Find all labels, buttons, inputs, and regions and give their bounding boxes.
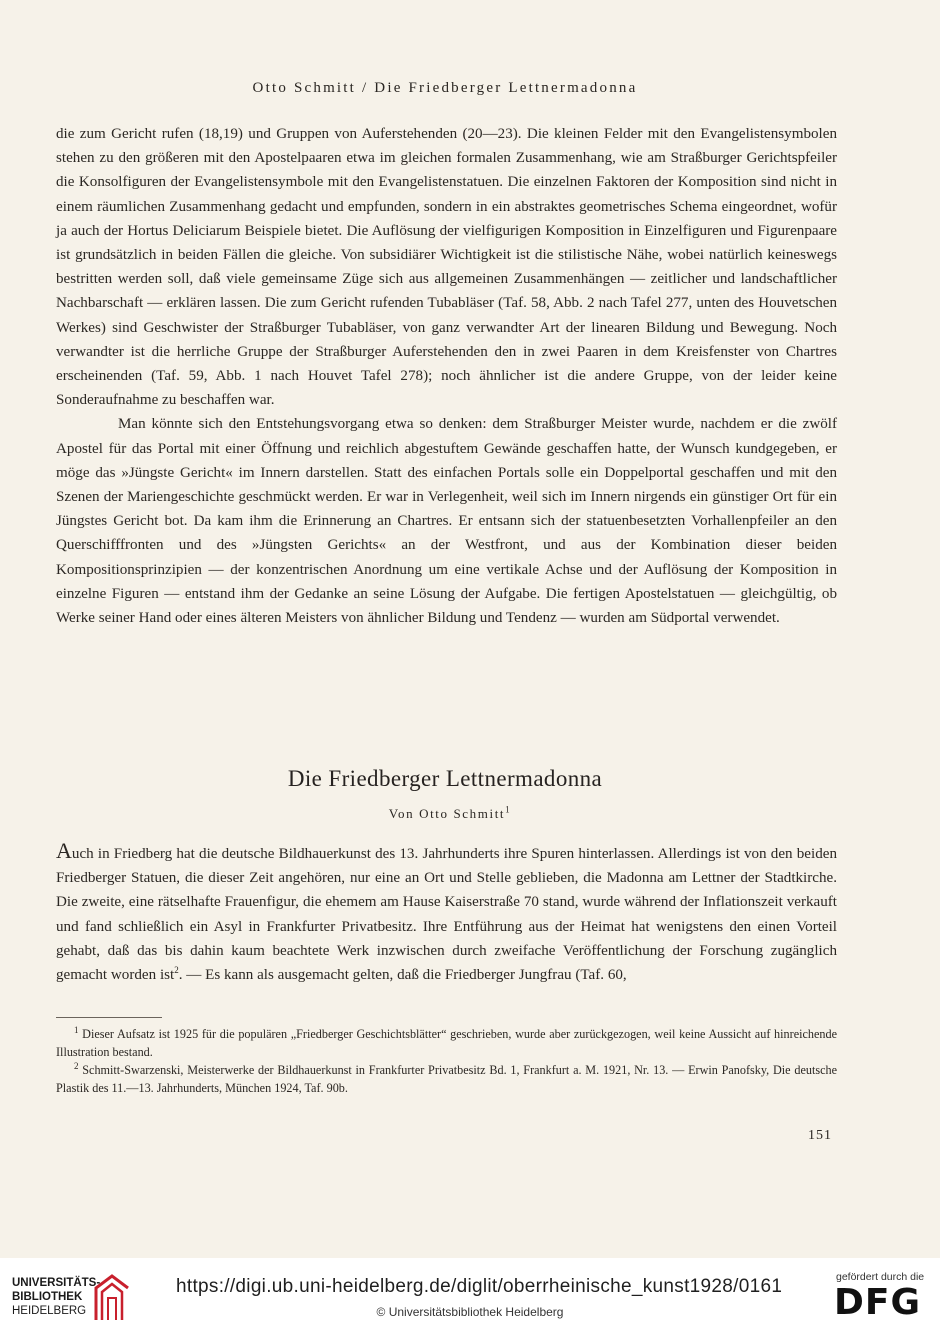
body-paragraph-1: die zum Gericht rufen (18,19) und Gruppen von Auferstehenden (20—23). Die kleinen Felder mit den Evangelistensymbolen stehen zu den größeren mit den Apostelpaaren etwa im gleichen formalen Zusammenhang, wie am Straßburger Gerichtspfeiler die Konsolfiguren der Evangelistensymbole mit den Evangelistenstatuen. Die einzelnen Faktoren der Komposition sind nicht in einem räumlichen Zusammenhang gedacht und empfunden, sondern in ein abstraktes geometrisches Schema eingeordnet, wofür ja auch der Hortus Deliciarum Beispiele bietet. Die Auflösung der vielfigurigen Komposition in Einzelfiguren und Figurenpaare ist grundsätzlich in beiden Fällen die gleiche. Von subsidiärer Wichtigkeit ist die stilistische Nähe, wobei natürlich keineswegs bestritten werden soll, daß viele gemeinsame Züge sich aus allgemeinen Zusammenhängen — zeitlicher und landschaftlicher Nachbarschaft — erklären lassen. Die zum Gericht rufenden Tubabläser (Taf. 58, Abb. 2 nach Tafel 277, unten des Houvetschen Werkes) sind Geschwister der Straßburger Tubabläser, von ganz verwandter Art der linearen Bildung und Bewegung. Noch verwandter ist die herrliche Gruppe der Straßburger Auferstehenden den in zwei Paaren in dem Kreisfenster von Chartres erscheinenden (Taf. 59, Abb. 1 nach Houvet Tafel 278); noch ähnlicher ist die andere Gruppe, von der leider keine Sonderaufnahme zu beschaffen war. xyxy=(56,126,837,409)
funded-by-label: gefördert durch die xyxy=(836,1271,925,1283)
footnote-ref-2: 2 xyxy=(174,964,179,975)
library-name-line-1: UNIVERSITÄTS- xyxy=(12,1277,101,1289)
footnote-2-text: Schmitt-Swarzenski, Meisterwerke der Bildhauerkunst in Frankfurter Privatbesitz Bd. 1, Frankfurt a. M. 1921, Nr. 13. — Erwin Panofsky, Die deutsche Plastik des 11.—13. Jahrhunderts, München 1924, Taf. 90b. xyxy=(56,1063,837,1095)
byline-footnote-mark: 1 xyxy=(505,804,512,815)
library-name-line-2: BIBLIOTHEK xyxy=(12,1291,83,1303)
article-title: Die Friedberger Lettnermadonna xyxy=(287,766,603,791)
footnote-1 xyxy=(56,1025,837,1061)
byline xyxy=(0,806,900,822)
permalink-url[interactable]: https://digi.ub.uni-heidelberg.de/diglit/oberrheinische_kunst1928/0161 xyxy=(176,1276,783,1297)
page-number: 151 xyxy=(808,1128,832,1143)
copyright-notice: © Universitätsbibliothek Heidelberg xyxy=(376,1305,564,1319)
article-paragraph-1-start: uch in Friedberg hat die deutsche Bildhauerkunst des 13. Jahrhunderts ihre Spuren hinterlassen. Allerdings ist von den beiden Friedberger Statuen, die dieser Zeit angehören, nur eine an Ort und Stelle geblieben, die Madonna am Lettner der Stadtkirche. Die zweite, eine rätselhafte Frauenfigur, die ehemem am Hause Kaiserstraße 70 stand, wurde während der Inflationszeit verkauft und fand schließlich ein Asyl in Frankfurter Privatbesitz. Ihre Entführung aus der Heimat hat wenigstens den einen Vorteil gehabt, daß das bis dahin kaum beachtete Werk inzwischen durch zweifache Veröffentlichung der Forschung zugänglich gemacht worden ist xyxy=(56,846,837,984)
footnote-2-mark: 2 xyxy=(74,1060,79,1071)
footnote-1-mark: 1 xyxy=(74,1024,79,1035)
library-name-line-3: HEIDELBERG xyxy=(12,1305,87,1317)
footnotes xyxy=(56,1025,837,1097)
footnote-divider xyxy=(56,1017,162,1018)
viewer-footer xyxy=(0,1258,940,1330)
running-head: Otto Schmitt / Die Friedberger Lettnermadonna xyxy=(252,80,638,96)
footnote-2 xyxy=(56,1061,837,1097)
article-paragraph-1 xyxy=(56,838,837,987)
body-text xyxy=(56,122,837,630)
body-paragraph-2: Man könnte sich den Entstehungsvorgang etwa so denken: dem Straßburger Meister wurde, nachdem er die zwölf Apostel für das Portal mit einer Öffnung und reichlich abgestuftem Gewände geschaffen hatte, der Wunsch kundgegeben, er möge das »Jüngste Gericht« im Innern darstellen. Statt des einfachen Portals solle ein Doppelportal geschaffen und mit den Szenen der Mariengeschichte geschmückt werden. Er war in Verlegenheit, weil sich im Innern nirgends ein günstiger Ort für ein Jüngstes Gericht bot. Da kam ihm die Erinnerung an Chartres. Er entsann sich der statuenbesetzten Vorhallenpfeiler an den Querschifffronten und des »Jüngsten Gerichts« an der Westfront, und aus der Kombination dieser beiden Kompositionsprinzipien — der konzentrischen Anordnung um eine vertikale Achse und der Auflösung der Komposition in einzelne Figuren — entstand ihm der Gedanke an seine Lösung der Aufgabe. Die fertigen Apostelstatuen — gleichgültig, ob Werke seiner Hand oder eines älteren Meisters von ähnlicher Bildung und Tendenz — wurden am Südportal verwendet. xyxy=(56,416,837,627)
drop-cap: A xyxy=(56,838,72,863)
article-paragraph-1-end: . — Es kann als ausgemacht gelten, daß die Friedberger Jungfrau (Taf. 60, xyxy=(178,967,627,984)
article-body xyxy=(56,838,837,987)
byline-text: Von Otto Schmitt xyxy=(388,806,506,821)
footnote-1-text: Dieser Aufsatz ist 1925 für die populären „Friedberger Geschichtsblätter“ geschrieben, wurde aber zurückgezogen, weil keine Aussicht auf hinreichende Illustration bestand. xyxy=(56,1027,837,1059)
dfg-logo-icon[interactable]: DFG xyxy=(834,1282,922,1323)
